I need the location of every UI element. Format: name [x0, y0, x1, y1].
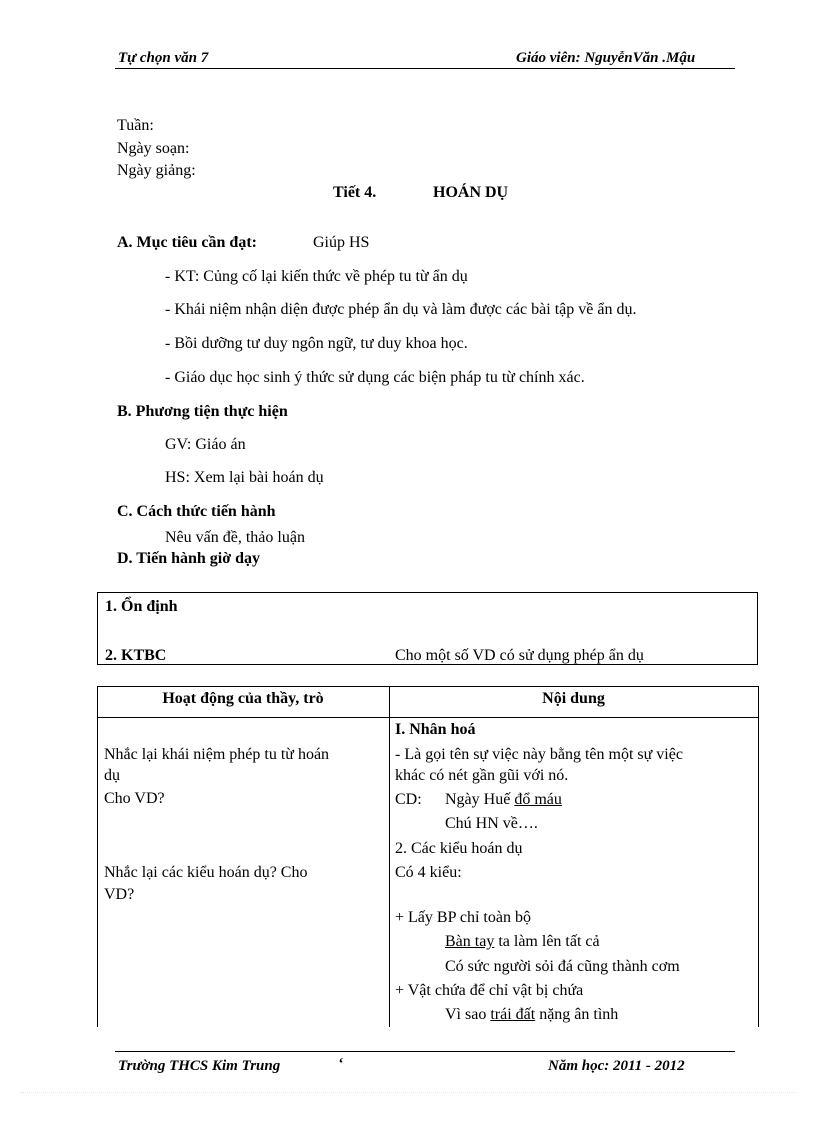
table-header-border: [97, 717, 759, 718]
section-b-heading: B. Phương tiện thực hiện: [117, 403, 288, 420]
table-top-border: [97, 686, 759, 687]
type-2: + Vật chứa để chỉ vật bị chứa: [395, 982, 584, 999]
question-3-line-2: VD?: [104, 886, 135, 903]
example-2-highlight: trái đất: [490, 1006, 536, 1023]
stabilize-label: 1. Ổn định: [105, 598, 178, 615]
example-cd-label: CD:: [395, 791, 422, 808]
objective-item: - Khái niệm nhận diện được phép ẩn dụ và làm được các bài tập về ẩn dụ.: [165, 301, 637, 318]
section-d-heading: D. Tiến hành giờ dạy: [117, 550, 260, 567]
question-1-line-2: dụ: [104, 767, 120, 784]
student-materials: HS: Xem lại bài hoán dụ: [165, 469, 324, 486]
definition-line-1: - Là gọi tên sự việc này bằng tên một sự việc: [395, 746, 683, 763]
example-1-highlight: Bàn tay: [445, 933, 495, 950]
type-1: + Lấy BP chỉ toàn bộ: [395, 909, 531, 926]
question-3-line-1: Nhắc lại các kiểu hoán dụ? Cho: [104, 864, 308, 881]
section-a-heading: A. Mục tiêu cần đạt:: [117, 234, 257, 251]
column-header-activity: Hoạt động của thầy, trò: [162, 690, 324, 707]
footer-rule: [115, 1051, 735, 1052]
example-1-line-1: [445, 933, 600, 951]
section-c-heading: C. Cách thức tiến hành: [117, 503, 276, 520]
example-2-line-1: [445, 1006, 618, 1024]
example-cd-text: Ngày Huế: [445, 791, 515, 808]
table-right-border: [758, 686, 759, 1027]
question-2: Cho VD?: [104, 790, 165, 807]
page-edge-dotted: [20, 1092, 796, 1093]
objective-item: - Bồi dưỡng tư duy ngôn ngữ, tư duy khoa học.: [165, 335, 468, 352]
example-cd-line-2: Chú HN về….: [445, 815, 538, 832]
header-teacher: Giáo viên: NguyễnVăn .Mậu: [516, 50, 696, 66]
table-column-divider: [389, 686, 390, 1027]
section-a-note: Giúp HS: [313, 234, 370, 251]
example-2-text-post: nặng ân tình: [535, 1006, 619, 1023]
example-1-text: ta làm lên tất cả: [494, 933, 600, 950]
example-cd-line-1: [445, 791, 562, 809]
content-section-1: I. Nhân hoá: [395, 721, 476, 738]
objective-item: - Giáo dục học sinh ý thức sử dụng các biện pháp tu từ chính xác.: [165, 369, 585, 386]
footer-school: Trường THCS Kim Trung: [118, 1058, 281, 1074]
week-label: Tuần:: [117, 117, 154, 134]
lesson-title: HOÁN DỤ: [433, 184, 509, 201]
content-section-2: 2. Các kiểu hoán dụ: [395, 840, 523, 857]
teacher-materials: GV: Giáo án: [165, 436, 246, 453]
review-content: Cho một số VD có sử dụng phép ẩn dụ: [395, 647, 644, 664]
objective-item: - KT: Củng cố lại kiến thức về phép tu từ ẩn dụ: [165, 268, 468, 285]
example-cd-highlight: đổ máu: [514, 791, 562, 808]
review-label: 2. KTBC: [105, 647, 167, 664]
lesson-number: Tiết 4.: [333, 184, 377, 201]
header-subject: Tự chọn văn 7: [118, 50, 209, 66]
table-left-border: [97, 686, 98, 1027]
question-1-line-1: Nhắc lại khái niệm phép tu từ hoán: [104, 746, 330, 763]
definition-line-2: khác có nét gần gũi với nó.: [395, 767, 569, 784]
footer-mark: ‘: [338, 1056, 343, 1072]
prep-date-label: Ngày soạn:: [117, 140, 190, 157]
type-count: Có 4 kiểu:: [395, 864, 462, 881]
teach-date-label: Ngày giảng:: [117, 162, 196, 179]
example-1-line-2: Có sức người sỏi đá cũng thành cơm: [445, 958, 680, 975]
example-2-text-pre: Vì sao: [445, 1006, 491, 1023]
footer-year: Năm học: 2011 - 2012: [548, 1058, 685, 1074]
column-header-content: Nội dung: [542, 690, 605, 707]
method-text: Nêu vấn đề, thảo luận: [165, 529, 305, 546]
header-rule: [115, 68, 735, 69]
